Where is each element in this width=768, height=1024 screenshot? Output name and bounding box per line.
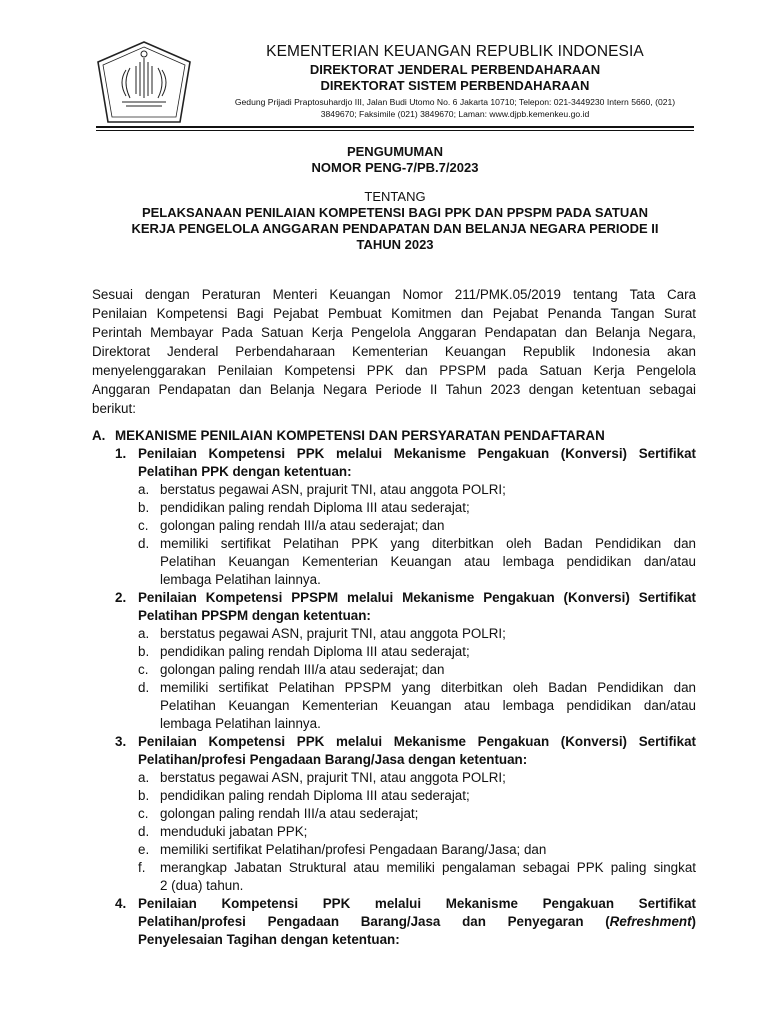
sub-item-text: memiliki sertifikat Pelatihan PPSPM yang diterbitkan oleh Badan Pendidikan dan Pelatihan Keuangan Kementerian Keuangan atau lembaga pendidikan dan/atau lembaga Pelatihan lainnya. [160,680,696,731]
letterhead [205,42,705,120]
sub-item-text: berstatus pegawai ASN, prajurit TNI, atau anggota POLRI; [160,770,506,785]
sub-item-text: pendidikan paling rendah Diploma III atau sederajat; [160,500,470,515]
item-marker: 2. [115,590,127,605]
sub-marker: c. [138,806,149,821]
item-title: Penilaian Kompetensi PPK melalui Mekanisme Pengakuan (Konversi) Sertifikat Pelatihan/profesi Pengadaan Barang/Jasa dengan ketentuan: [138,734,696,767]
directorate-general-name: DIREKTORAT JENDERAL PERBENDAHARAAN [309,62,601,77]
sub-marker: a. [138,626,150,641]
intro-line: berikut: [92,401,136,416]
intro-line: menyelenggarakan Penilaian Kompetensi PPK dan PPSPM pada Satuan Kerja Pengelola [92,363,696,378]
announcement-subject: KERJA PENGELOLA ANGGARAN PENDAPATAN DAN BELANJA NEGARA PERIODE II [131,221,659,236]
sub-item-text: memiliki sertifikat Pelatihan/profesi Pengadaan Barang/Jasa; dan [160,842,547,857]
item-marker: 1. [115,446,127,461]
intro-paragraph [92,285,696,418]
item-marker: 4. [115,896,127,911]
sub-item-text: memiliki sertifikat Pelatihan PPK yang diterbitkan oleh Badan Pendidikan dan Pelatihan Keuangan Kementerian Keuangan atau lembaga pendidikan dan/atau lembaga Pelatihan lainnya. [160,536,696,587]
sub-item-text: golongan paling rendah III/a atau sederajat; dan [160,518,445,533]
announcement-subject: PELAKSANAAN PENILAIAN KOMPETENSI BAGI PPK DAN PPSPM PADA SATUAN [141,205,649,220]
sub-marker: c. [138,518,149,533]
address-line: Gedung Prijadi Praptosuhardjo III, Jalan Budi Utomo No. 6 Jakarta 10710; Telepon: 021-3449230 Intern 5660, (021) [234,97,676,107]
sub-marker: f. [138,860,146,875]
sub-item-text: pendidikan paling rendah Diploma III atau sederajat; [160,644,470,659]
sub-item-text: pendidikan paling rendah Diploma III atau sederajat; [160,788,470,803]
sub-item-text: golongan paling rendah III/a atau sederajat; dan [160,662,445,677]
section-marker: A. [92,428,106,443]
intro-line: Perintah Membayar Pada Satuan Kerja Pengelola Anggaran Pendapatan dan Belanja Negara, [92,325,696,340]
sub-marker: b. [138,500,150,515]
sub-marker: d. [138,536,150,551]
intro-line: Penilaian Kompetensi Bagi Pejabat Pembuat Komitmen dan Pejabat Penanda Tangan Surat [92,306,696,321]
sub-marker: a. [138,770,150,785]
item-title: Penilaian Kompetensi PPSPM melalui Mekanisme Pengakuan (Konversi) Sertifikat Pelatihan PPSPM dengan ketentuan: [138,590,696,623]
intro-line: Direktorat Jenderal Perbendaharaan Kementerian Keuangan Republik Indonesia akan [92,344,696,359]
sub-marker: a. [138,482,150,497]
sub-item-text: golongan paling rendah III/a atau sederajat; [160,806,419,821]
announcement-subject: TAHUN 2023 [356,237,434,252]
intro-line: Sesuai dengan Peraturan Menteri Keuangan Nomor 211/PMK.05/2019 tentang Tata Cara [92,287,696,302]
ministry-name: KEMENTERIAN KEUANGAN REPUBLIK INDONESIA [266,43,644,60]
sub-marker: c. [138,662,149,677]
address-line: 3849670; Faksimile (021) 3849670; Laman: www.djpb.kemenkeu.go.id [320,109,590,119]
sub-marker: d. [138,680,150,695]
sub-marker: d. [138,824,150,839]
header-divider-thick [96,126,694,128]
directorate-name: DIREKTORAT SISTEM PERBENDAHARAAN [320,78,590,93]
item-title: Penilaian Kompetensi PPK melalui Mekanisme Pengakuan Sertifikat Pelatihan/profesi Pengadaan Barang/Jasa dan Penyegaran (Refreshment) Penyelesaian Tagihan dengan ketentuan: [138,896,696,947]
intro-line: Anggaran Pendapatan dan Belanja Negara Periode II Tahun 2023 dengan ketentuan sebagai [92,382,696,397]
sub-item-text: berstatus pegawai ASN, prajurit TNI, atau anggota POLRI; [160,482,506,497]
sub-marker: b. [138,788,150,803]
header-divider-thin [96,130,694,131]
announcement-about: TENTANG [364,189,426,204]
item-title: Penilaian Kompetensi PPK melalui Mekanisme Pengakuan (Konversi) Sertifikat Pelatihan PPK dengan ketentuan: [138,446,696,479]
announcement-label: PENGUMUMAN [346,144,444,159]
kemenkeu-logo [96,40,192,124]
sub-marker: e. [138,842,150,857]
item-marker: 3. [115,734,127,749]
sub-item-text: menduduki jabatan PPK; [160,824,308,839]
section-heading: MEKANISME PENILAIAN KOMPETENSI DAN PERSYARATAN PENDAFTARAN [115,428,605,443]
sub-item-text: berstatus pegawai ASN, prajurit TNI, atau anggota POLRI; [160,626,506,641]
sub-marker: b. [138,644,150,659]
announcement-number: NOMOR PENG-7/PB.7/2023 [311,160,479,175]
sub-item-text: merangkap Jabatan Struktural atau memiliki pengalaman sebagai PPK paling singkat 2 (dua) tahun. [160,860,696,893]
